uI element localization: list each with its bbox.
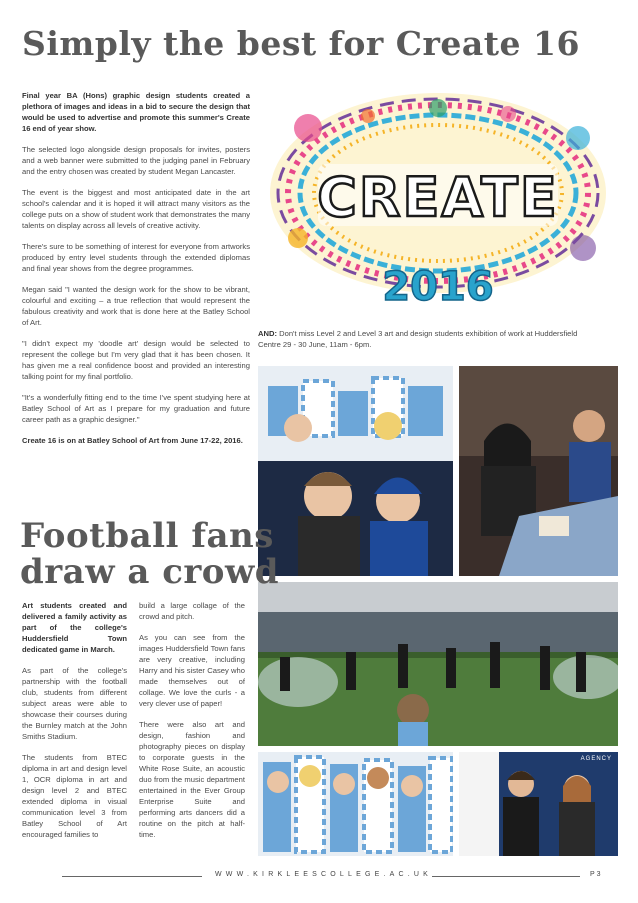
and-label: AND:: [258, 329, 277, 338]
page-title: Simply the best for Create 16: [22, 24, 580, 63]
article1-quote: "It's a wonderfully fitting end to the time I've spent studying here at Batley School of Art as I prepare for my graduation and future career path as a graphic designer.": [22, 393, 250, 424]
article2-column1: [22, 600, 127, 850]
photo-harry-and-casey: [258, 366, 453, 576]
photo-students-at-table: [459, 366, 618, 576]
exhibition-note: [258, 328, 588, 350]
footer-divider-right: [432, 876, 580, 877]
and-text: Don't miss Level 2 and Level 3 art and design students exhibition of work at Huddersfield Centre 29 - 30 June, 11am - 6pm.: [258, 329, 578, 349]
create-word: CREATE: [317, 166, 559, 229]
footer-divider-left: [62, 876, 202, 877]
article2-title-line2: draw a crowd: [20, 552, 280, 592]
article1-intro: Final year BA (Hons) graphic design students created a plethora of images and ideas in a bid to secure the design that would be used to advertise and promote this summer's Create 16 end of year show.: [22, 91, 250, 133]
doodle-art-illustration: [258, 88, 618, 320]
photo-agency-stand: [459, 752, 618, 856]
photo-dancers-on-pitch: [258, 582, 618, 746]
article1-paragraph: There's sure to be something of interest for everyone from artworks produced by entry level students through the extended diplomas and final year shows from the degree programmes.: [22, 242, 250, 273]
article2-paragraph: The students from BTEC diploma in art and design level 1, OCR diploma in art and design level 2 and BTEC extended diploma in visual communication level 3 from Batley School of Art encouraged families to: [22, 753, 127, 839]
article2-paragraph: As part of the college's partnership with the football club, students from different subject areas were able to showcase their courses during the Burnley match at the John Smiths Stadium.: [22, 666, 127, 741]
article1-paragraph: The event is the biggest and most anticipated date in the art school's calendar and it is hoped it will attract many visitors as the college puts on a show of student work that demonstrates the many talents on display across all levels of creative activity.: [22, 188, 250, 230]
article2-paragraph: As you can see from the images Huddersfield Town fans are very creative, including Harry and his sister Casey who made themselves out of collage. We love the curls - a very clever use of paper!: [139, 633, 245, 708]
article2-paragraph: There were also art and design, fashion and photography pieces on display to corporate guests in the White Rose Suite, an acoustic duo from the music department entertained in the Ever Group Enterprise Suite and performing arts dancers did a routine on the pitch at half-time.: [139, 720, 245, 839]
photo-collage-closeup: [258, 752, 453, 856]
article1-closing: Create 16 is on at Batley School of Art from June 17-22, 2016.: [22, 436, 243, 445]
page-number: P3: [590, 871, 603, 878]
article1-paragraph: The selected logo alongside design proposals for invites, posters and a web banner were submitted to the judging panel in February and the entry chosen was created by student Megan Lancaster.: [22, 145, 250, 176]
article2-title: [20, 518, 279, 590]
article2-column2: [139, 600, 245, 850]
article1-body: [22, 90, 250, 456]
article2-title-line1: Football fans: [20, 516, 274, 556]
footer-url[interactable]: WWW.KIRKLEESCOLLEGE.AC.UK: [215, 871, 433, 878]
article2-intro: Art students created and delivered a family activity as part of the college's Huddersfield Town dedicated game in March.: [22, 601, 127, 654]
article1-quote: "I didn't expect my 'doodle art' design would be selected to represent the college but I'm very glad that it has been chosen. It has given me a real confidence boost and provided an interesting talking point for my final portfolio.: [22, 339, 250, 381]
article2-paragraph: build a large collage of the crowd and pitch.: [139, 601, 245, 621]
create-2016-logo: [258, 88, 618, 320]
create-year: 2016: [382, 264, 494, 310]
agency-sign: AGENCY: [580, 756, 612, 762]
article1-paragraph: Megan said "I wanted the design work for the show to be vibrant, colourful and exciting – a true reflection that would represent the fabulous creativity and work that is done here at the Batley School of Art.: [22, 285, 250, 327]
